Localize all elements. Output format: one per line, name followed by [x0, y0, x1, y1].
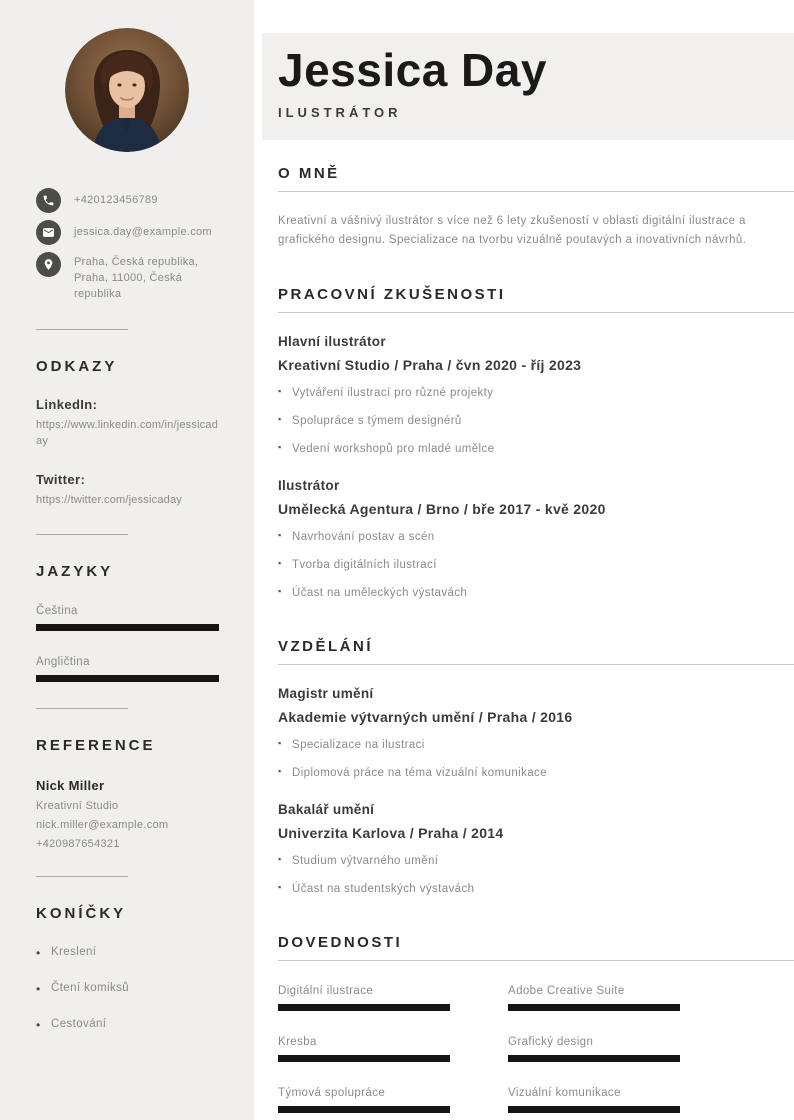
section-rule: [278, 960, 794, 961]
skill-level-bar: [508, 1055, 680, 1062]
skill-name: Digitální ilustrace: [278, 984, 374, 997]
reference-name: Nick Miller: [36, 778, 105, 794]
linkedin-label: LinkedIn:: [36, 396, 98, 412]
reference-company: Kreativní Studio: [36, 800, 119, 813]
sidebar-divider: [36, 534, 128, 535]
twitter-url: https://twitter.com/jessicaday: [36, 493, 182, 506]
hobby-list: [36, 946, 236, 1030]
degree-title: Magistr umění: [278, 685, 374, 701]
skill-item: [508, 1036, 680, 1062]
about-heading: O MNĚ: [278, 165, 340, 182]
person-name: Jessica Day: [278, 44, 547, 96]
section-rule: [278, 191, 794, 192]
job-bullet-list: [278, 530, 794, 601]
sidebar-divider: [36, 329, 128, 330]
section-rule: [278, 664, 794, 665]
education-section: [262, 638, 794, 897]
skill-name: Týmová spolupráce: [278, 1086, 386, 1099]
twitter-label: Twitter:: [36, 471, 86, 487]
education-bullet: ▪ Studium výtvarného umění: [278, 854, 794, 869]
reference-phone: +420987654321: [36, 838, 120, 851]
skill-level-bar: [278, 1106, 450, 1113]
sidebar: [0, 0, 254, 1120]
section-rule: [278, 312, 794, 313]
education-entry: [278, 686, 794, 781]
job-entry: [278, 334, 794, 457]
main-content: [262, 0, 794, 1120]
school-meta: Univerzita Karlova / Praha / 2014: [278, 824, 504, 841]
sidebar-divider: [36, 708, 128, 709]
job-bullet: ▪ Vytváření ilustrací pro různé projekty: [278, 386, 794, 401]
address-line-3: republika: [74, 287, 122, 300]
contact-info: [36, 188, 236, 303]
job-title: Ilustrátor: [278, 478, 340, 494]
skill-item: [508, 985, 680, 1011]
skill-level-bar: [278, 1004, 450, 1011]
skill-item: [278, 1087, 450, 1113]
language-item: [36, 656, 219, 682]
hobbies-section-heading: KONÍČKY: [36, 905, 127, 923]
job-bullet: ▪ Účast na uměleckých výstavách: [278, 586, 794, 601]
skill-name: Grafický design: [508, 1035, 594, 1048]
reference-email: nick.miller@example.com: [36, 819, 169, 832]
job-title: Hlavní ilustrátor: [278, 334, 386, 350]
hobby-item: • Kreslení: [36, 946, 236, 958]
link-item-linkedin: [36, 397, 236, 450]
school-meta: Akademie výtvarných umění / Praha / 2016: [278, 708, 573, 725]
linkedin-url: https://www.linkedin.com/in/jessicaday: [36, 418, 219, 448]
hobby-item: • Cestování: [36, 1018, 236, 1030]
about-section: [262, 165, 794, 249]
references-section-heading: REFERENCE: [36, 737, 156, 755]
education-bullet-list: [278, 854, 794, 897]
contact-phone-row: [36, 188, 236, 213]
education-heading: VZDĚLÁNÍ: [278, 637, 373, 655]
about-text: Kreativní a vášnivý ilustrátor s více než 6 lety zkušeností v oblasti digitální ilustrace a grafického designu. Specializace na tvorbu vizuálně poutavých a inovativních návrhů.: [278, 215, 747, 246]
location-pin-icon: [36, 252, 61, 277]
degree-title: Bakalář umění: [278, 801, 375, 817]
job-bullet: ▪ Navrhování postav a scén: [278, 530, 794, 545]
skill-item: [278, 985, 450, 1011]
education-bullet: ▪ Specializace na ilustraci: [278, 738, 794, 753]
mail-icon: [36, 220, 61, 245]
skill-name: Kresba: [278, 1035, 317, 1048]
experience-heading: PRACOVNÍ ZKUŠENOSTI: [278, 286, 506, 304]
skill-level-bar: [278, 1055, 450, 1062]
education-bullet: ▪ Diplomová práce na téma vizuální komunikace: [278, 766, 794, 781]
education-bullet-list: [278, 738, 794, 781]
link-item-twitter: [36, 472, 236, 509]
email-address: jessica.day@example.com: [74, 226, 212, 238]
job-meta: Kreativní Studio / Praha / čvn 2020 - říj 2023: [278, 357, 582, 374]
job-meta: Umělecká Agentura / Brno / bře 2017 - kvě 2020: [278, 501, 606, 518]
language-item: [36, 605, 219, 631]
languages-section-heading: JAZYKY: [36, 563, 114, 581]
hobby-item: • Čtení komiksů: [36, 982, 236, 994]
skill-item: [508, 1087, 680, 1113]
language-name: Čeština: [36, 605, 78, 618]
person-job-title: ILUSTRÁTOR: [278, 105, 402, 120]
skill-level-bar: [508, 1004, 680, 1011]
skill-name: Vizuální komunikace: [508, 1086, 621, 1099]
job-bullet: ▪ Spolupráce s týmem designérů: [278, 414, 794, 429]
profile-photo: [65, 28, 189, 152]
address: [74, 252, 198, 303]
reference-entry: [36, 778, 236, 850]
language-level-bar: [36, 624, 219, 631]
job-entry: [278, 478, 794, 601]
phone-icon: [36, 188, 61, 213]
contact-address-row: [36, 252, 236, 303]
links-section-heading: ODKAZY: [36, 357, 118, 375]
language-name: Angličtina: [36, 656, 90, 669]
job-bullet: ▪ Vedení workshopů pro mladé umělce: [278, 442, 794, 457]
phone-number: +420123456789: [74, 194, 158, 206]
job-bullet-list: [278, 386, 794, 457]
education-entry: [278, 802, 794, 897]
skills-section: [262, 934, 794, 1113]
address-line-2: Praha, 11000, Česká: [74, 271, 183, 284]
job-bullet: ▪ Tvorba digitálních ilustrací: [278, 558, 794, 573]
header-band: [262, 33, 794, 140]
profile-photo-image: [65, 28, 189, 152]
skill-level-bar: [508, 1106, 680, 1113]
education-bullet: ▪ Účast na studentských výstavách: [278, 882, 794, 897]
skills-grid: [278, 985, 794, 1113]
sidebar-divider: [36, 876, 128, 877]
skill-name: Adobe Creative Suite: [508, 984, 625, 997]
address-line-1: Praha, Česká republika,: [74, 256, 199, 268]
contact-email-row: [36, 220, 236, 245]
skills-heading: DOVEDNOSTI: [278, 933, 403, 951]
skill-item: [278, 1036, 450, 1062]
experience-section: [262, 286, 794, 601]
language-level-bar: [36, 675, 219, 682]
